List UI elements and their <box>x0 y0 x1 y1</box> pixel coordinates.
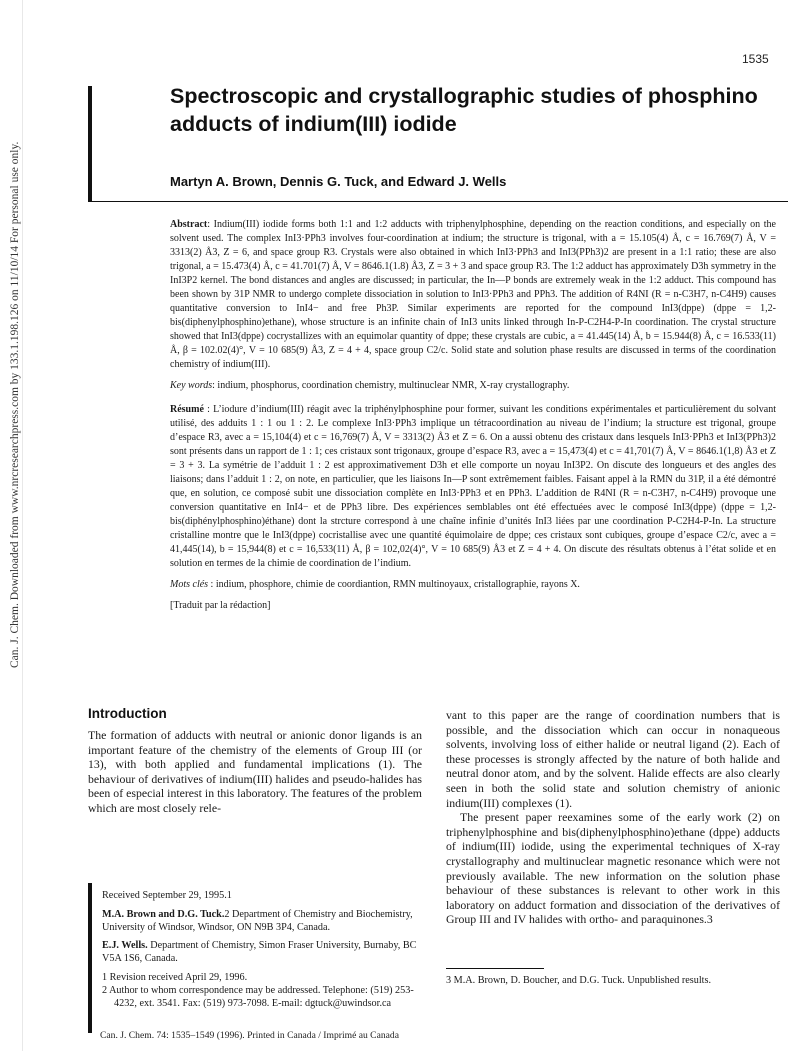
translation-note: [Traduit par la rédaction] <box>170 600 271 611</box>
resume-text: : L’iodure d’indium(III) réagit avec la triphénylphosphine pour former, suivant les conditions expérimentales et particulièrement du solvant utilisé, des adduits 1 : 1 ou 1 : 2. Le complexe InI3·PPh3 implique un tétracoordination au niveau de l’indium; la structure est trigonal, groupe d’espace R3, avec a = 15,104(4) et c = 16,769(7) Å, V = 3313(2) Å3 et Z = 6. On a aussi obtenu des cristaux dans lesquels InI3·PPh3 et InI3(PPh3)2 sont présents dans un rapport de 1 : 1; ces cristaux sont trigonaux, groupe d’espace R3, avec a = 15,473(4) et c = 41,701(7) Å, V = 8646.1(1,8) Å3 et Z = 3 + 3. La symétrie de l’adduit 1 : 2 est approximativement D3h et elle comporte un noyau InI3P2. On discute des longueurs et des angles des liaisons; dans l’adduit 1 : 2, on note, en particulier, que les liaisons In—P sont extrêmement faibles. Faisant appel à la RMN du 31P, il a été démontré que, en solution, ce composé subit une dissociation complète en InI3·PPh3 et en PPh3. L’addition de R4NI (R = n-C3H7, n-C4H9) provoque une conversion quantitative en InI4− et de PPh3 libre. Des expériences semblables ont été effectuées avec le composé InI3(dppe) (dppe = 1,2-bis(diphénylphosphino)éthane) dont la strcture correspond à une chaîne infinie d’unités InI3 liées par une coordination P-C2H4-P-In. La structure cristalline montre que le InI3(dppe) cocristallise avec une quantité équimolaire de dppe; ces cristaux sont cubiques, groupe d’espace C2/c, avec a = 41,445(14), b = 15,944(8) et c = 16,533(11) Å, β = 102,02(4)°, V = 10 685(9) Å3 et Z = 4 + 4. On discute des résultats obtenus à l’état solide et en solution en termes de la chimie de coordination de l’indium. <box>170 404 776 569</box>
mots-cles-label: Mots clés <box>170 579 209 590</box>
article-authors: Martyn A. Brown, Dennis G. Tuck, and Edward J. Wells <box>170 174 507 189</box>
intro-paragraph-right-1: vant to this paper are the range of coordination numbers that is possible, and the dissociation which can occur in nonaqueous solvents, involving loss of either halide or neutral ligand (2). Each of these processes is strongly affected by the nature of both halide and neutral donor atom, and by the solvent. Halide effects are also clearly seen in both the solid state and solution chemistry of anionic indium(III) complexes (1). <box>446 708 780 810</box>
affiliation-2-text: Department of Chemistry, Simon Fraser University, Burnaby, BC V5A 1S6, Canada. <box>102 940 417 965</box>
affiliation-2 <box>102 940 420 966</box>
journal-footer: Can. J. Chem. 74: 1535–1549 (1996). Printed in Canada / Imprimé au Canada <box>100 1030 399 1041</box>
article-title: Spectroscopic and crystallographic studies of phosphino adducts of indium(III) iodide <box>170 84 758 136</box>
keywords-label: Key words <box>170 380 213 391</box>
notes-box-rule <box>88 883 92 1033</box>
left-column <box>88 728 422 816</box>
affiliation-1-text: 2 Department of Chemistry and Biochemistry, University of Windsor, Windsor, ON N9B 3P4, Canada. <box>102 908 413 933</box>
affiliation-2-names: E.J. Wells. <box>102 940 148 952</box>
abstract-text: : Indium(III) iodide forms both 1:1 and 1:2 adducts with triphenylphosphine, depending on the reaction conditions, and especially on the solvent used. The complex InI3·PPh3 involves four-coordination at indium; the structure is trigonal, with a = 15.105(4) Å, c = 16.769(7) Å, V = 3313(2) Å3, Z = 6, and space group R3. Crystals were also obtained in which InI3·PPh3 and InI3(PPh3)2 are present in a 1:1 ratio; these are also trigonal, a = 15.473(4) Å, c = 41.701(7) Å, V = 8646.1(1.8) Å3, Z = 3 + 3 and space group R3. The 1:2 adduct has approximately D3h symmetry in the InI3P2 kernel. The bond distances and angles are discussed; in particular, the In—P bonds are extremely weak in the 1:2 adduct. This compound has been shown by 31P NMR to undergo complete dissociation in solution to InI3·PPh3 and PPh3. The addition of R4NI (R = n-C3H7, n-C4H9) causes quantitative conversion to InI4− and free Ph3P. Similar experiments are reported for the compound InI3(dppe) (dppe = 1,2-bis(diphenylphosphino)ethane), whose structure is an infinite chain of InI3 units linked through In-P-C2H4-P-In coordination. The crystal structure showed that InI3(dppe) cocrystallizes with an equimolar quantity of dppe; these crystals are cubic, a = 41.445(14) Å, b = 15.944(8) Å, c = 16.533(11) Å, β = 102.02(4)°, V = 10 685(9) Å3, Z = 4 + 4, space group C2/c. Solid state and solution phase results are discussed in terms of the coordination chemistry of indium(III). <box>170 219 776 370</box>
introduction-heading: Introduction <box>88 706 167 721</box>
affiliation-1 <box>102 909 420 935</box>
mots-cles-text: : indium, phosphore, chimie de coordiantion, RMN multinoyaux, cristallographie, rayons X. <box>208 579 580 590</box>
title-rule-horizontal <box>88 201 788 202</box>
abstract-block <box>170 218 776 620</box>
intro-paragraph-left: The formation of adducts with neutral or anionic donor ligands is an important feature of the chemistry of the elements of Group III (or 13), with both applied and fundamental implications (1). The behaviour of derivatives of indium(III) halides and pseudo-halides has been of especial interest in this laboratory. The features of the problem which are most closely rele- <box>88 728 422 815</box>
footnote-2: 2 Author to whom correspondence may be addressed. Telephone: (519) 253-4232, ext. 3541. Fax: (519) 973-7098. E-mail: dgtuck@uwindsor.ca <box>102 984 414 1009</box>
right-column <box>446 708 780 927</box>
footnote-3: 3 M.A. Brown, D. Boucher, and D.G. Tuck. Unpublished results. <box>446 975 712 986</box>
affiliation-1-names: M.A. Brown and D.G. Tuck. <box>102 908 225 920</box>
page-number: 1535 <box>742 52 769 66</box>
keywords-text: : indium, phosphorus, coordination chemistry, multinuclear NMR, X-ray crystallography. <box>212 380 570 391</box>
resume-keywords <box>170 578 776 592</box>
title-rule-vertical <box>88 86 92 201</box>
abstract-paragraph <box>170 218 776 372</box>
abstract-label: Abstract <box>170 219 208 230</box>
resume-label: Résumé <box>170 404 204 415</box>
abstract-keywords <box>170 379 776 393</box>
footnote-1: 1 Revision received April 29, 1996. <box>102 971 248 983</box>
intro-paragraph-right-2: The present paper reexamines some of the early work (2) on triphenylphosphine and bis(diphenylphosphino)ethane (dppe) adducts of indium(III) iodide, using the experimental techniques of X-ray crystallography and multinuclear magnetic resonance which were not previously available. The new information on the solution phase behaviour of these substances is relevant to other work in this laboratory on adduct formation and dissociation of the derivatives of Group III and IV halides with ortho- and paraquinones.3 <box>446 810 780 927</box>
footnote-rule <box>446 968 544 969</box>
resume-paragraph <box>170 403 776 571</box>
download-side-note: Can. J. Chem. Downloaded from www.nrcresearchpress.com by 133.1.198.126 on 11/10/14 For personal use only. <box>9 141 21 668</box>
received-date: Received September 29, 1995.1 <box>102 890 232 901</box>
publication-notes-box <box>102 890 420 1010</box>
